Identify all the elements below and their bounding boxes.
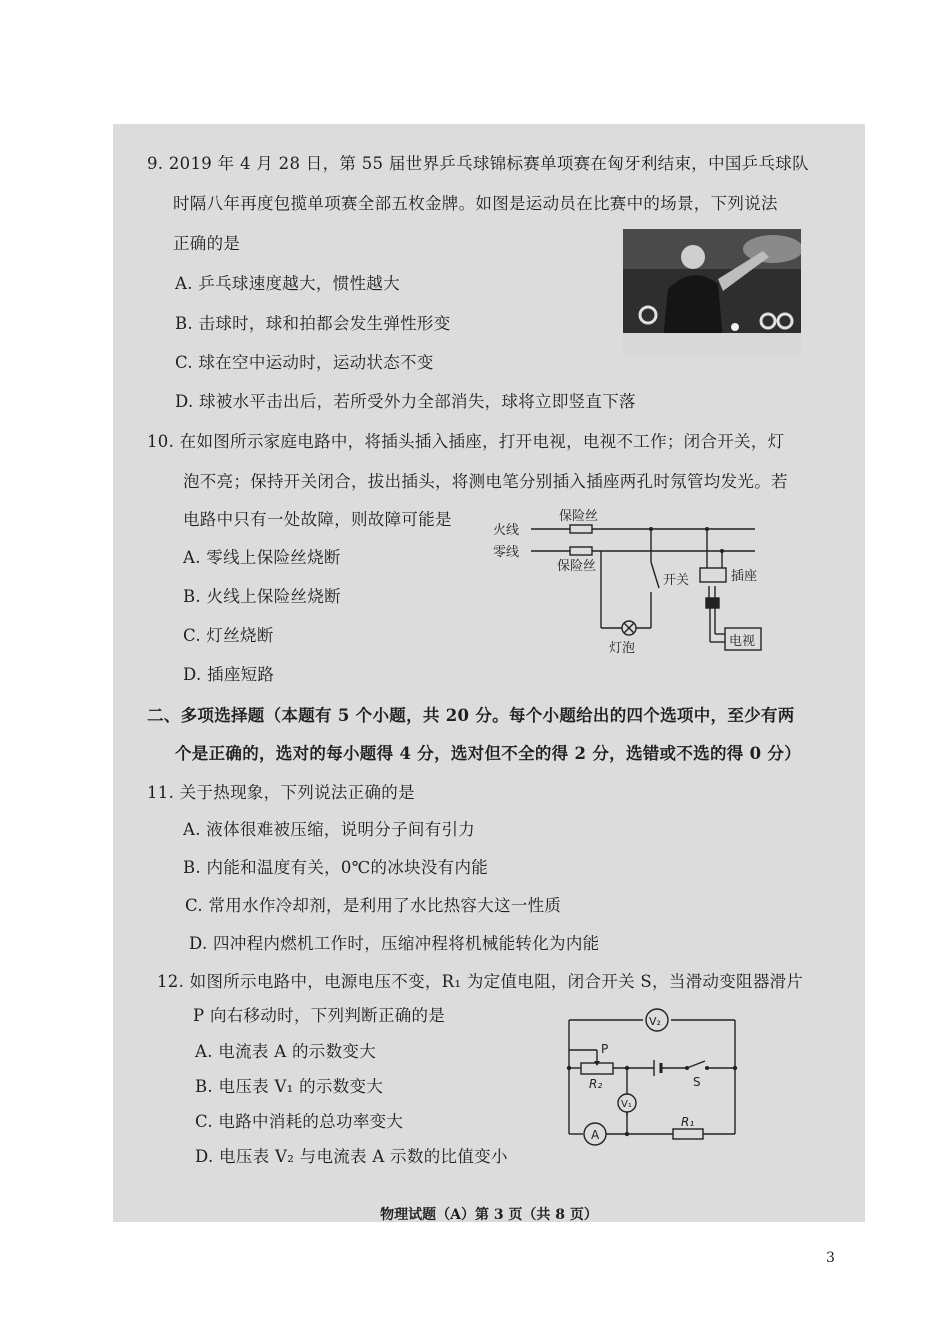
q11-option-b: B. 内能和温度有关，0℃的冰块没有内能 bbox=[183, 858, 489, 877]
resistor-r1-label: R₁ bbox=[681, 1115, 695, 1129]
q11-option-c: C. 常用水作冷却剂，是利用了水比热容大这一性质 bbox=[185, 896, 562, 915]
q11-stem: 11. 关于热现象，下列说法正确的是 bbox=[147, 783, 415, 802]
q12-option-a: A. 电流表 A 的示数变大 bbox=[195, 1042, 377, 1061]
fuse-neutral-label: 保险丝 bbox=[557, 559, 597, 574]
table-tennis-player-photo bbox=[623, 229, 801, 357]
neutral-wire-label: 零线 bbox=[493, 545, 520, 560]
ammeter-label: A bbox=[591, 1128, 600, 1142]
q9-option-d: D. 球被水平击出后，若所受外力全部消失，球将立即竖直下落 bbox=[175, 392, 636, 411]
q9-stem-line-2: 时隔八年再度包揽单项赛全部五枚金牌。如图是运动员在比赛中的场景，下列说法 bbox=[173, 194, 778, 213]
switch-s-label: S bbox=[693, 1075, 701, 1089]
q11-option-d: D. 四冲程内燃机工作时，压缩冲程将机械能转化为内能 bbox=[189, 934, 600, 953]
q9-option-c: C. 球在空中运动时，运动状态不变 bbox=[175, 353, 434, 372]
resistor-r2-label: R₂ bbox=[589, 1077, 603, 1091]
q10-option-b: B. 火线上保险丝烧断 bbox=[183, 587, 341, 606]
q10-option-c: C. 灯丝烧断 bbox=[183, 626, 274, 645]
q10-stem-line-3: 电路中只有一处故障，则故障可能是 bbox=[183, 510, 452, 529]
q9-option-a: A. 乒乓球速度越大，惯性越大 bbox=[175, 274, 400, 293]
live-wire-label: 火线 bbox=[493, 523, 520, 538]
q10-stem-line-2: 泡不亮；保持开关闭合，拔出插头，将测电笔分别插入插座两孔时氖管均发光。若 bbox=[183, 472, 788, 491]
slider-p-label: P bbox=[601, 1042, 609, 1056]
exam-page-scan bbox=[113, 124, 865, 1222]
q11-option-a: A. 液体很难被压缩，说明分子间有引力 bbox=[183, 820, 476, 839]
voltmeter-v1-label: V₁ bbox=[621, 1099, 632, 1110]
q12-stem-line-2: P 向右移动时，下列判断正确的是 bbox=[193, 1006, 446, 1025]
section-2-heading-line-2: 个是正确的，选对的每小题得 4 分，选对但不全的得 2 分，选错或不选的得 0 分） bbox=[175, 744, 802, 763]
voltmeter-v2-label: V₂ bbox=[649, 1015, 661, 1028]
bulb-label: 灯泡 bbox=[609, 641, 636, 656]
page-footer: 物理试题（A）第 3 页（共 8 页） bbox=[380, 1207, 598, 1222]
q9-stem-line-1: 9. 2019 年 4 月 28 日，第 55 届世界乒乓球锦标赛单项赛在匈牙利结束，中国乒乓球队 bbox=[147, 154, 809, 173]
switch-label: 开关 bbox=[663, 573, 690, 588]
series-circuit-diagram bbox=[561, 1004, 743, 1152]
q12-stem-line-1: 12. 如图所示电路中，电源电压不变，R₁ 为定值电阻，闭合开关 S，当滑动变阻器滑片 bbox=[157, 972, 804, 991]
household-circuit-diagram bbox=[493, 502, 775, 662]
page-number: 3 bbox=[826, 1250, 835, 1266]
q10-option-d: D. 插座短路 bbox=[183, 665, 275, 684]
q12-option-b: B. 电压表 V₁ 的示数变大 bbox=[195, 1077, 384, 1096]
q10-option-a: A. 零线上保险丝烧断 bbox=[183, 548, 341, 567]
tv-label: 电视 bbox=[729, 634, 756, 649]
q9-stem-line-3: 正确的是 bbox=[173, 234, 241, 253]
section-2-heading-line-1: 二、多项选择题（本题有 5 个小题，共 20 分。每个小题给出的四个选项中，至少有两 bbox=[147, 706, 795, 725]
q10-stem-line-1: 10. 在如图所示家庭电路中，将插头插入插座，打开电视，电视不工作；闭合开关，灯 bbox=[147, 432, 785, 451]
socket-label: 插座 bbox=[731, 569, 758, 584]
q12-option-c: C. 电路中消耗的总功率变大 bbox=[195, 1112, 404, 1131]
fuse-live-label: 保险丝 bbox=[559, 509, 599, 524]
q9-option-b: B. 击球时，球和拍都会发生弹性形变 bbox=[175, 314, 451, 333]
q12-option-d: D. 电压表 V₂ 与电流表 A 示数的比值变小 bbox=[195, 1147, 508, 1166]
